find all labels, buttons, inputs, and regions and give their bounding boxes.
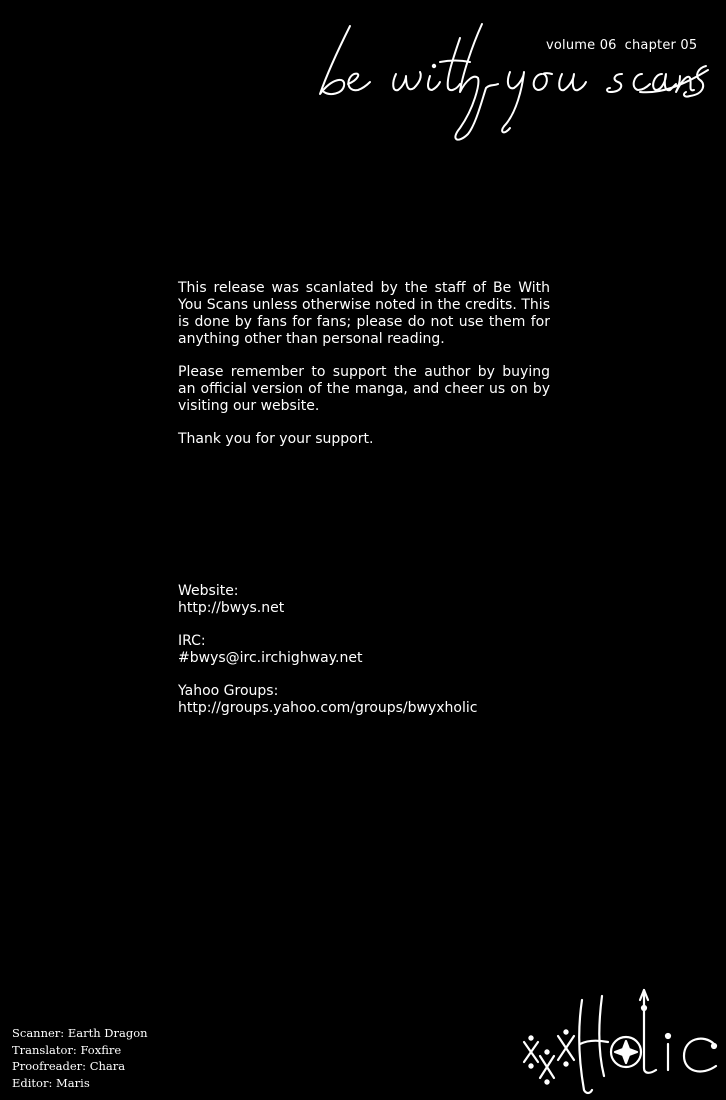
- website-label: Website:: [178, 583, 239, 599]
- credit-editor: Editor: Maris: [12, 1075, 90, 1090]
- notice-paragraph: This release was scanlated by the staff of Be With You Scans unless otherwise noted in the credits. This is done by fans for fans; please do not use them for anything other than personal reading.: [178, 280, 550, 347]
- website-block: [178, 583, 578, 617]
- irc-block: [178, 633, 578, 667]
- volume-chapter-label: [546, 38, 697, 53]
- release-notice: [178, 280, 550, 464]
- notice-paragraph: Thank you for your support.: [178, 431, 374, 447]
- notice-paragraph: Please remember to support the author by buying an official version of the manga, and cheer us on by visiting our website.: [178, 364, 550, 414]
- irc-channel[interactable]: #bwys@irc.irchighway.net: [178, 650, 363, 666]
- yahoo-block: [178, 683, 578, 717]
- credit-translator: Translator: Foxfire: [12, 1042, 122, 1057]
- website-link[interactable]: http://bwys.net: [178, 600, 285, 616]
- volume-number: volume 06: [546, 38, 617, 53]
- contact-links: [178, 583, 578, 733]
- credit-proofreader: Proofreader: Chara: [12, 1059, 126, 1073]
- staff-credits: [12, 1025, 148, 1091]
- yahoo-label: Yahoo Groups:: [178, 683, 279, 699]
- chapter-number: chapter 05: [624, 38, 698, 53]
- series-logo: [518, 986, 722, 1096]
- credit-scanner: Scanner: Earth Dragon: [12, 1026, 148, 1040]
- yahoo-link[interactable]: http://groups.yahoo.com/groups/bwyxholic: [178, 700, 478, 716]
- irc-label: IRC:: [178, 633, 206, 649]
- group-logo: [310, 16, 710, 146]
